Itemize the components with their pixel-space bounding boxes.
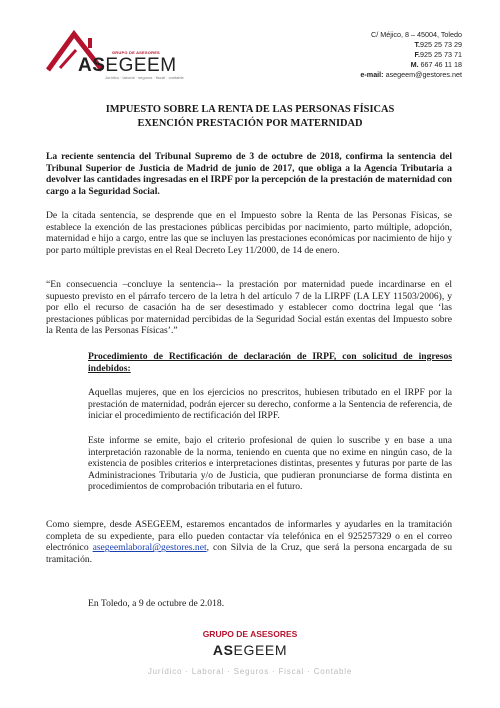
footer-tagline: Jurídico · Laboral · Seguros · Fiscal · Contable (147, 667, 353, 676)
footer-logo-name: ASEGEEM (212, 642, 288, 658)
paragraph-2: De la citada sentencia, se desprende que en el Impuesto sobre la Renta de las Personas Físicas, se establece la exención de las prestaciones públicas percibidas por nacimiento, parto múltiple, adopción, maternidad e hijo a cargo, entre las que se incluyen las prestaciones económicas por nacimiento de hijo y por parto múltiple previstas en el Real Decreto Ley 11/2000, de 14 de enero. (46, 210, 452, 256)
fax: F.925 25 73 71 (414, 50, 462, 59)
email-link[interactable]: asegeemlaboral@gestores.net (92, 542, 207, 554)
email: e-mail: asegeem@gestores.net (360, 70, 462, 79)
document-title-line2: EXENCIÓN PRESTACIÓN POR MATERNIDAD (137, 118, 363, 129)
contact-paragraph: Como siempre, desde ASEGEEM, estaremos encantados de informarles y ayudarles en la tramitación completa de su expediente, para ello pueden contactar vía telefónica en el 925257329 o en el correo electrónico asegeemlaboral@gestores.net, con Silvia de la Cruz, que será la persona encargada de su tramitación. (46, 519, 452, 565)
company-logo (44, 28, 184, 86)
procedure-subheading: Procedimiento de Rectificación de declaración de IRPF, con solicitud de ingresos indebidos: (88, 351, 452, 374)
footer-group-text: GRUPO DE ASESORES (202, 629, 298, 639)
document-title-line1: IMPUESTO SOBRE LA RENTA DE LAS PERSONAS FÍSICAS (105, 104, 395, 115)
quote-paragraph: “En consecuencia –concluye la sentencia-- la prestación por maternidad puede incardinarse en el supuesto previsto en el párrafo tercero de la letra h del artículo 7 de la LIRPF (LA LEY 11503/2006), y por ello el recurso de casación ha de ser desestimado y establecer como doctrina legal que ‘las prestaciones públicas por maternidad percibidas de la Seguridad Social están exentas del Impuesto sobre la Renta de las Personas Físicas’.” (46, 279, 452, 337)
logo-group-text: GRUPO DE ASESORES (112, 50, 160, 55)
mobile: M. 667 46 11 18 (410, 60, 462, 69)
logo-name: ASEGEEM (78, 55, 177, 76)
date-line: En Toledo, a 9 de octubre de 2.018. (88, 598, 225, 609)
intro-paragraph: La reciente sentencia del Tribunal Supremo de 3 de octubre de 2018, confirma la sentencia del Tribunal Superior de Justicia de Madrid de junio de 2017, que obliga a la Agencia Tributaria a devolver las cantidades ingresadas en el IRPF por la percepción de la prestación de maternidad con cargo a la Seguridad Social. (46, 151, 452, 197)
logo-tagline: Jurídico · laboral · seguros · fiscal · contable (105, 75, 184, 80)
paragraph-4: Aquellas mujeres, que en los ejercicios no prescritos, hubiesen tributado en el IRPF por la prestación de maternidad, podrán ejercer su derecho, conforme a la Sentencia de referencia, de iniciar el procedimiento de rectificación del IRPF. (88, 387, 452, 422)
contact-block (360, 30, 462, 80)
address: C/ Méjico, 8 – 45004, Toledo (371, 30, 462, 39)
disclaimer-paragraph: Este informe se emite, bajo el criterio profesional de quien lo suscribe y en base a una interpretación razonable de la norma, teniendo en cuenta que no exime en ningún caso, de la existencia de posibles criterios e interpretaciones distintas, presentes y futuras por parte de las Administraciones Tributaria y/o de Justicia, que pudieran pronunciarse de forma distinta en procedimientos de comprobación tributaria en el futuro. (88, 435, 452, 493)
phone: T.925 25 73 29 (414, 40, 462, 49)
